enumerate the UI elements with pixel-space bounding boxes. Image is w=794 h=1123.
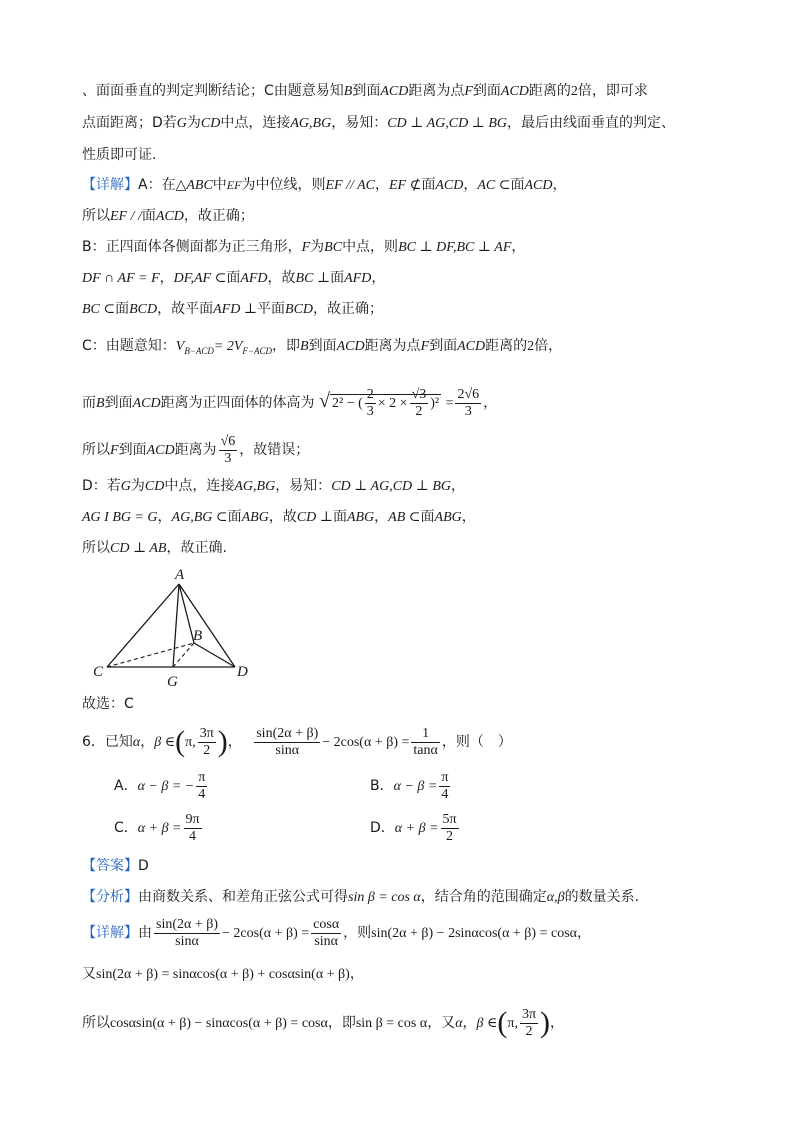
q5-detail-a2: 所以EF / /面ACD，故正确； xyxy=(82,208,254,224)
text-line-3: 性质即可证. xyxy=(82,147,157,163)
edge-ad xyxy=(179,584,235,667)
q5-detail-b3: BC ⊂面BCD，故平面AFD ⊥平面BCD，故正确； xyxy=(82,301,384,317)
label-a: A xyxy=(175,567,185,583)
q5-detail-d2: AG I BG = G，AG,BG ⊂面ABG，故CD ⊥面ABG，AB ⊂面ABG， xyxy=(82,509,476,525)
edge-bg-hidden xyxy=(173,643,194,667)
q5-detail-d3: 所以CD ⊥ AB，故正确. xyxy=(82,540,227,556)
text-line-2: 点面距离；D若G为CD中点，连接AG,BG，易知：CD ⊥ AG,CD ⊥ BG，最后由线面垂直的判定、 xyxy=(82,115,676,131)
edge-ac xyxy=(107,584,179,667)
answer-tag: 【答案】 xyxy=(82,858,138,874)
edge-ab xyxy=(179,584,194,643)
option-d[interactable]: D．α + β = $\frac{5\pi}{2}$ xyxy=(370,811,457,844)
detail-tag: 【详解】 xyxy=(82,177,138,193)
option-c[interactable]: C．α + β = $\frac{9\pi}{4}$ xyxy=(114,811,200,844)
q6-detail-1: 【详解】由 $\frac{\sin(2\alpha + \beta)}{\sin\alpha}$ − 2cos(α + β) = $\frac{\cos\alpha}{\sin\alpha}$ ，则sin(2α + β) − 2sinαcos(α + β) = cosα， xyxy=(82,916,591,949)
edge-bd xyxy=(194,643,235,667)
q6-stem: 6．已知α，β ∈(π, $\frac{3\pi}{2}$ )， $\frac{\sin(2\alpha + \beta)}{\sin\alpha}$ − 2cos(α + β) = $\frac{1}{\tan\alpha}$ ，则（ ） xyxy=(82,725,512,758)
q5-detail-b2: DF ∩ AF = F，DF,AF ⊂面AFD，故BC ⊥面AFD， xyxy=(82,270,386,286)
q5-detail-b1: B：正四面体各侧面都为正三角形，F为BC中点，则BC ⊥ DF,BC ⊥ AF， xyxy=(82,239,526,255)
q6-detail-3: 所以cosαsin(α + β) − sinαcos(α + β) = cosα，即sin β = cos α，又α，β ∈(π, $\frac{3\pi}{2}$ )， xyxy=(82,1006,565,1039)
q5-detail-c2: 而B到面ACD距离为正四面体的体高为 √ 2² − ( $\frac{2}{3}$ × 2 × $\frac{√3}{2}$ )² = $\frac{2√6}{3}$ ， xyxy=(82,386,498,419)
q5-choice: 故选：C xyxy=(82,696,134,712)
option-b[interactable]: B．α − β = $\frac{\pi}{4}$ xyxy=(370,769,449,802)
label-b: B xyxy=(193,628,203,644)
q5-detail-c1: C：由题意知：$V_{B-ACD}= 2V_{F-ACD}$，即B到面ACD距离为点F到面ACD距离的2倍， xyxy=(82,338,563,356)
label-c: C xyxy=(93,664,104,680)
label-d: D xyxy=(237,664,248,680)
edge-ag xyxy=(173,584,179,667)
text-line-1: 、面面垂直的判定判断结论；C由题意易知B到面ACD距离为点F到面ACD距离的2倍，即可求 xyxy=(82,83,648,99)
edge-cb-hidden xyxy=(107,643,194,667)
option-a[interactable]: A．α − β = − $\frac{\pi}{4}$ xyxy=(114,769,206,802)
sqrt-expression: √ 2² − ( $\frac{2}{3}$ × 2 × $\frac{√3}{2}$ )² xyxy=(319,386,440,419)
q5-detail-c3: 所以F到面ACD距离为 $\frac{√6}{3}$ ，故错误； xyxy=(82,433,310,466)
q6-answer: 【答案】D xyxy=(82,858,149,874)
analysis-tag: 【分析】 xyxy=(82,889,138,905)
label-g: G xyxy=(167,674,178,690)
tetrahedron-figure xyxy=(85,562,270,692)
q5-detail-a1: 【详解】A：在△ABC中EF为中位线，则EF // AC，EF ⊄面ACD，AC ⊂面ACD， xyxy=(82,177,567,193)
detail-tag: 【详解】 xyxy=(82,925,138,941)
q5-detail-d1: D：若G为CD中点，连接AG,BG，易知：CD ⊥ AG,CD ⊥ BG， xyxy=(82,478,465,494)
q6-analysis: 【分析】由商数关系、和差角正弦公式可得sin β = cos α，结合角的范围确定α,β的数量关系. xyxy=(82,889,640,905)
q6-detail-2: 又sin(2α + β) = sinαcos(α + β) + cosαsin(α + β)， xyxy=(82,966,364,982)
